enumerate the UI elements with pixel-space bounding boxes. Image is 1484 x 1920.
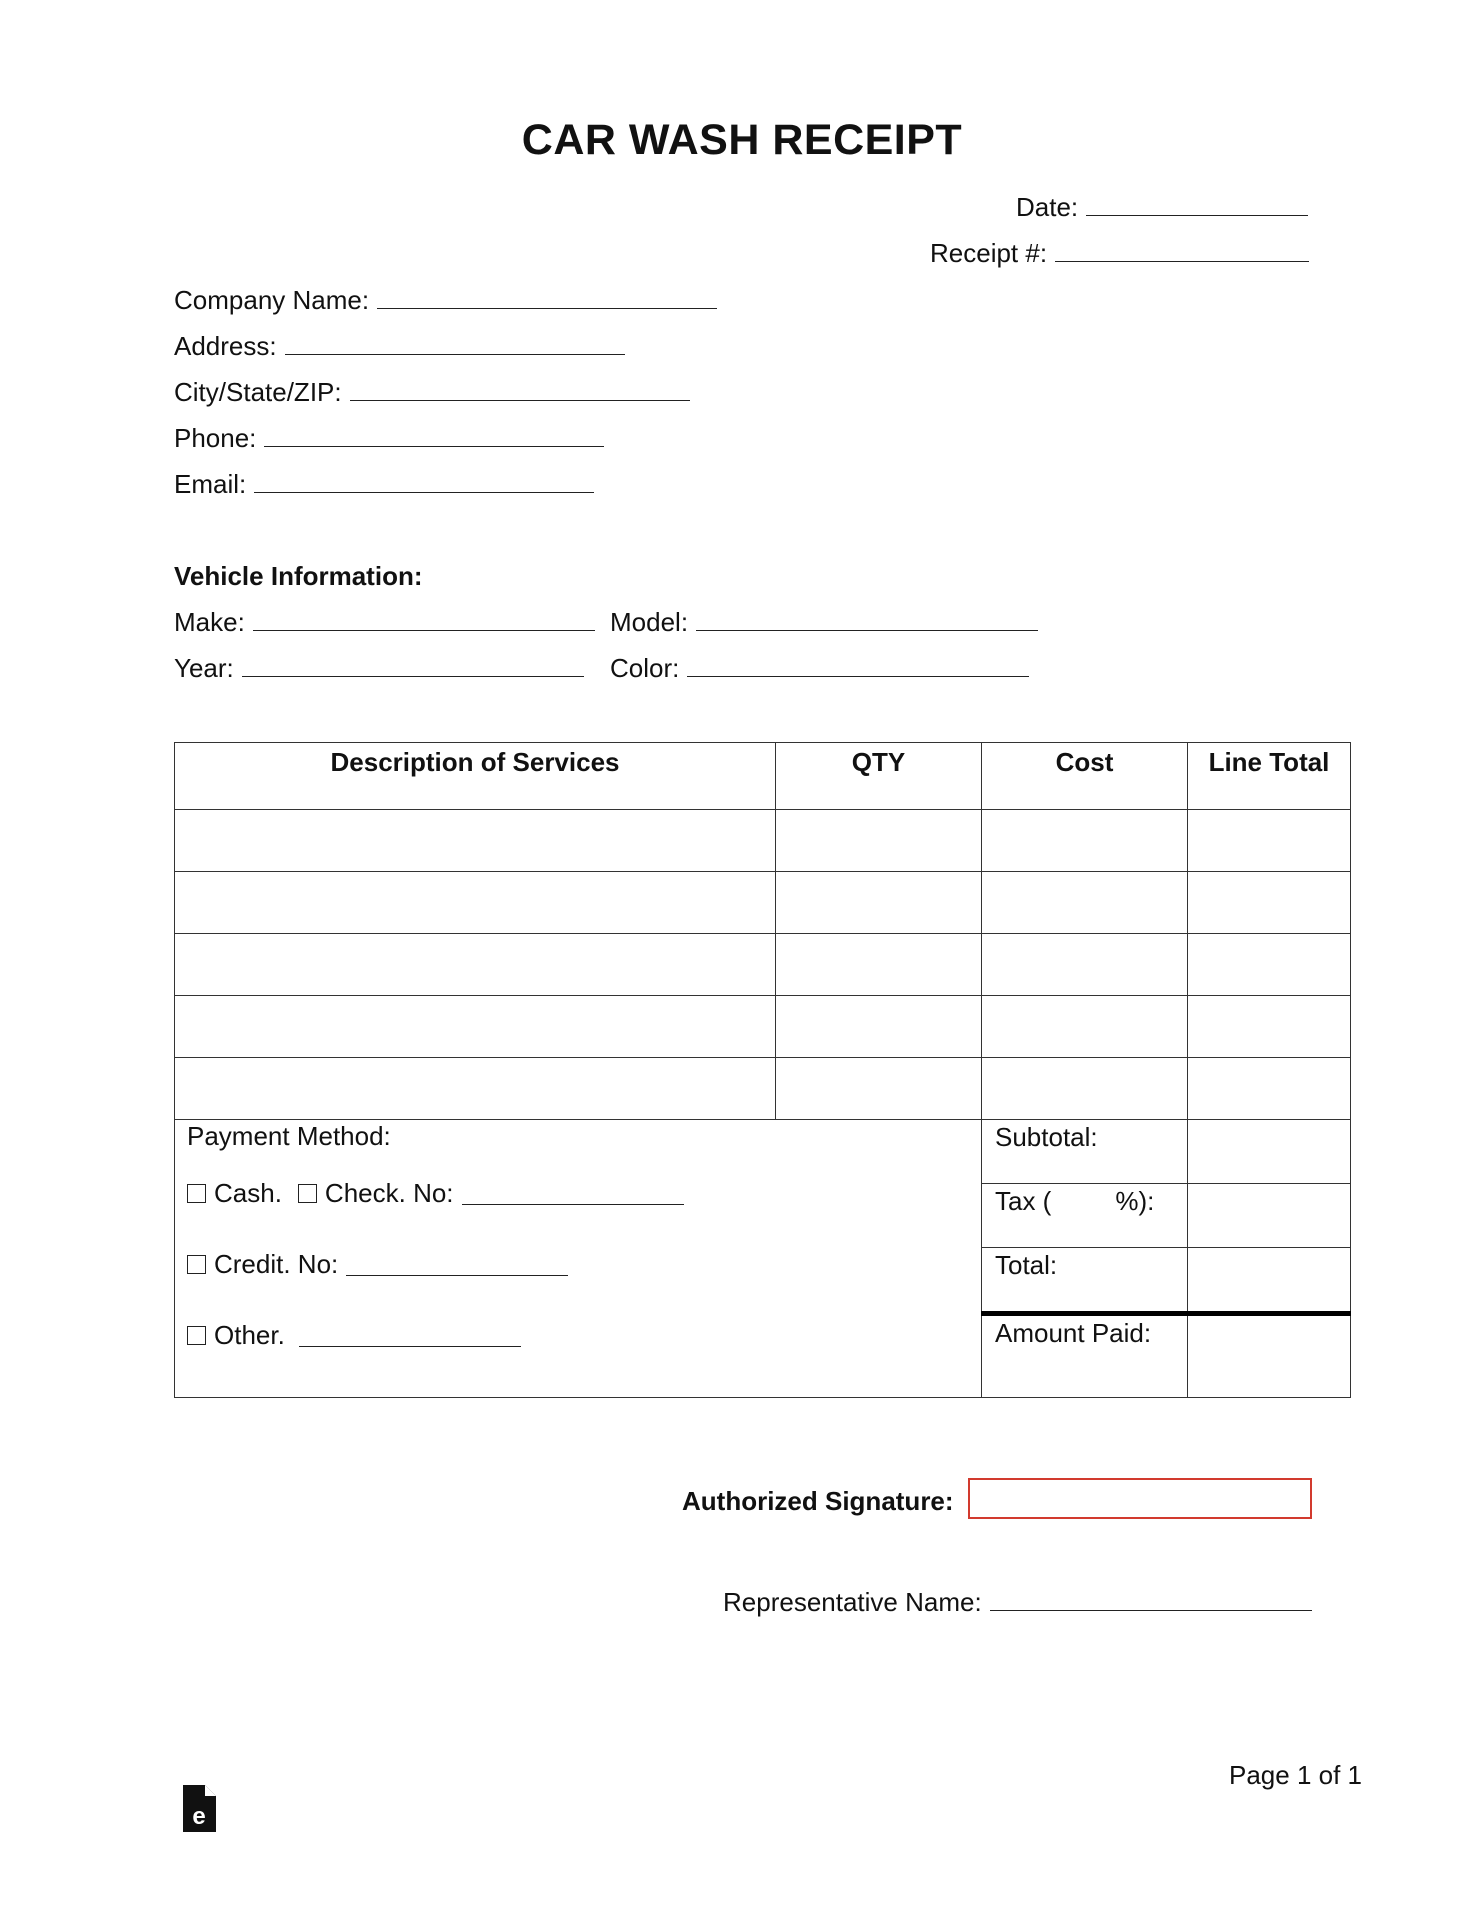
qty-cell[interactable] xyxy=(776,996,982,1058)
signature-field[interactable] xyxy=(968,1478,1312,1519)
line-total-cell[interactable] xyxy=(1188,810,1351,872)
other-checkbox[interactable] xyxy=(187,1326,206,1345)
receipt-number-blank[interactable] xyxy=(1055,239,1309,262)
subtotal-label: Subtotal: xyxy=(982,1120,1188,1184)
cash-label: Cash. xyxy=(214,1178,282,1208)
representative-name-field[interactable] xyxy=(723,1587,1312,1618)
tax-value-cell[interactable] xyxy=(1188,1184,1351,1248)
amount-paid-label: Amount Paid: xyxy=(982,1314,1188,1398)
column-header-description: Description of Services xyxy=(175,743,776,810)
credit-row xyxy=(187,1229,981,1300)
column-header-cost: Cost xyxy=(982,743,1188,810)
description-cell[interactable] xyxy=(175,996,776,1058)
cost-cell[interactable] xyxy=(982,810,1188,872)
tax-label-prefix: Tax ( xyxy=(995,1186,1052,1216)
authorized-signature-label: Authorized Signature: xyxy=(682,1486,954,1516)
date-field[interactable] xyxy=(1016,192,1308,223)
make-field[interactable] xyxy=(174,607,595,638)
qty-cell[interactable] xyxy=(776,872,982,934)
description-cell[interactable] xyxy=(175,810,776,872)
payment-method-section xyxy=(175,1120,982,1398)
address-field[interactable] xyxy=(174,331,625,362)
city-state-zip-blank[interactable] xyxy=(350,378,690,401)
page-title: CAR WASH RECEIPT xyxy=(521,116,963,164)
cost-cell[interactable] xyxy=(982,996,1188,1058)
email-blank[interactable] xyxy=(254,470,594,493)
color-blank[interactable] xyxy=(687,654,1029,677)
line-total-cell[interactable] xyxy=(1188,996,1351,1058)
email-label: Email: xyxy=(174,469,247,499)
other-blank[interactable] xyxy=(299,1324,521,1347)
vehicle-info-heading: Vehicle Information: xyxy=(174,561,423,591)
email-field[interactable] xyxy=(174,469,594,500)
check-label: Check. No: xyxy=(324,1178,454,1208)
subtotal-value-cell[interactable] xyxy=(1188,1120,1351,1184)
payment-method-heading: Payment Method: xyxy=(187,1121,391,1151)
cash-checkbox[interactable] xyxy=(187,1184,206,1203)
page-number: Page 1 of 1 xyxy=(1229,1760,1362,1790)
city-state-zip-field[interactable] xyxy=(174,377,690,408)
column-header-line-total: Line Total xyxy=(1188,743,1351,810)
credit-label: Credit. No: xyxy=(214,1249,339,1279)
qty-cell[interactable] xyxy=(776,1058,982,1120)
address-blank[interactable] xyxy=(285,332,625,355)
receipt-number-field[interactable] xyxy=(930,238,1309,269)
services-table xyxy=(174,742,1351,1398)
representative-name-blank[interactable] xyxy=(990,1588,1312,1611)
table-row xyxy=(175,934,1351,996)
color-label: Color: xyxy=(610,653,680,683)
model-field[interactable] xyxy=(610,607,1038,638)
line-total-cell[interactable] xyxy=(1188,872,1351,934)
representative-name-label: Representative Name: xyxy=(723,1587,982,1617)
tax-label-suffix: %): xyxy=(1115,1186,1155,1216)
table-row xyxy=(175,1058,1351,1120)
phone-field[interactable] xyxy=(174,423,604,454)
date-blank[interactable] xyxy=(1086,193,1308,216)
make-label: Make: xyxy=(174,607,245,637)
description-cell[interactable] xyxy=(175,872,776,934)
year-blank[interactable] xyxy=(242,654,584,677)
description-cell[interactable] xyxy=(175,934,776,996)
other-label: Other. xyxy=(214,1320,285,1350)
column-header-qty: QTY xyxy=(776,743,982,810)
table-row xyxy=(175,996,1351,1058)
cost-cell[interactable] xyxy=(982,872,1188,934)
qty-cell[interactable] xyxy=(776,810,982,872)
date-label: Date: xyxy=(1016,192,1079,222)
subtotal-row xyxy=(175,1120,1351,1184)
phone-label: Phone: xyxy=(174,423,257,453)
table-row xyxy=(175,872,1351,934)
amount-paid-value-cell[interactable] xyxy=(1188,1314,1351,1398)
credit-number-blank[interactable] xyxy=(346,1253,568,1276)
color-field[interactable] xyxy=(610,653,1029,684)
total-label: Total: xyxy=(982,1248,1188,1314)
phone-blank[interactable] xyxy=(264,424,604,447)
model-blank[interactable] xyxy=(696,608,1038,631)
model-label: Model: xyxy=(610,607,689,637)
other-row xyxy=(187,1300,981,1371)
description-cell[interactable] xyxy=(175,1058,776,1120)
qty-cell[interactable] xyxy=(776,934,982,996)
total-value-cell[interactable] xyxy=(1188,1248,1351,1314)
table-row xyxy=(175,810,1351,872)
make-blank[interactable] xyxy=(253,608,595,631)
check-number-blank[interactable] xyxy=(462,1182,684,1205)
receipt-number-label: Receipt #: xyxy=(930,238,1048,268)
check-checkbox[interactable] xyxy=(298,1184,317,1203)
document-e-icon xyxy=(183,1785,216,1837)
svg-text:e: e xyxy=(192,1803,206,1830)
cost-cell[interactable] xyxy=(982,934,1188,996)
line-total-cell[interactable] xyxy=(1188,934,1351,996)
table-header-row xyxy=(175,743,1351,810)
address-label: Address: xyxy=(174,331,277,361)
year-field[interactable] xyxy=(174,653,584,684)
credit-checkbox[interactable] xyxy=(187,1255,206,1274)
year-label: Year: xyxy=(174,653,234,683)
company-name-label: Company Name: xyxy=(174,285,370,315)
company-name-field[interactable] xyxy=(174,285,717,316)
cost-cell[interactable] xyxy=(982,1058,1188,1120)
city-state-zip-label: City/State/ZIP: xyxy=(174,377,342,407)
cash-check-row xyxy=(187,1158,981,1229)
line-total-cell[interactable] xyxy=(1188,1058,1351,1120)
company-name-blank[interactable] xyxy=(377,286,717,309)
tax-label xyxy=(982,1184,1188,1248)
